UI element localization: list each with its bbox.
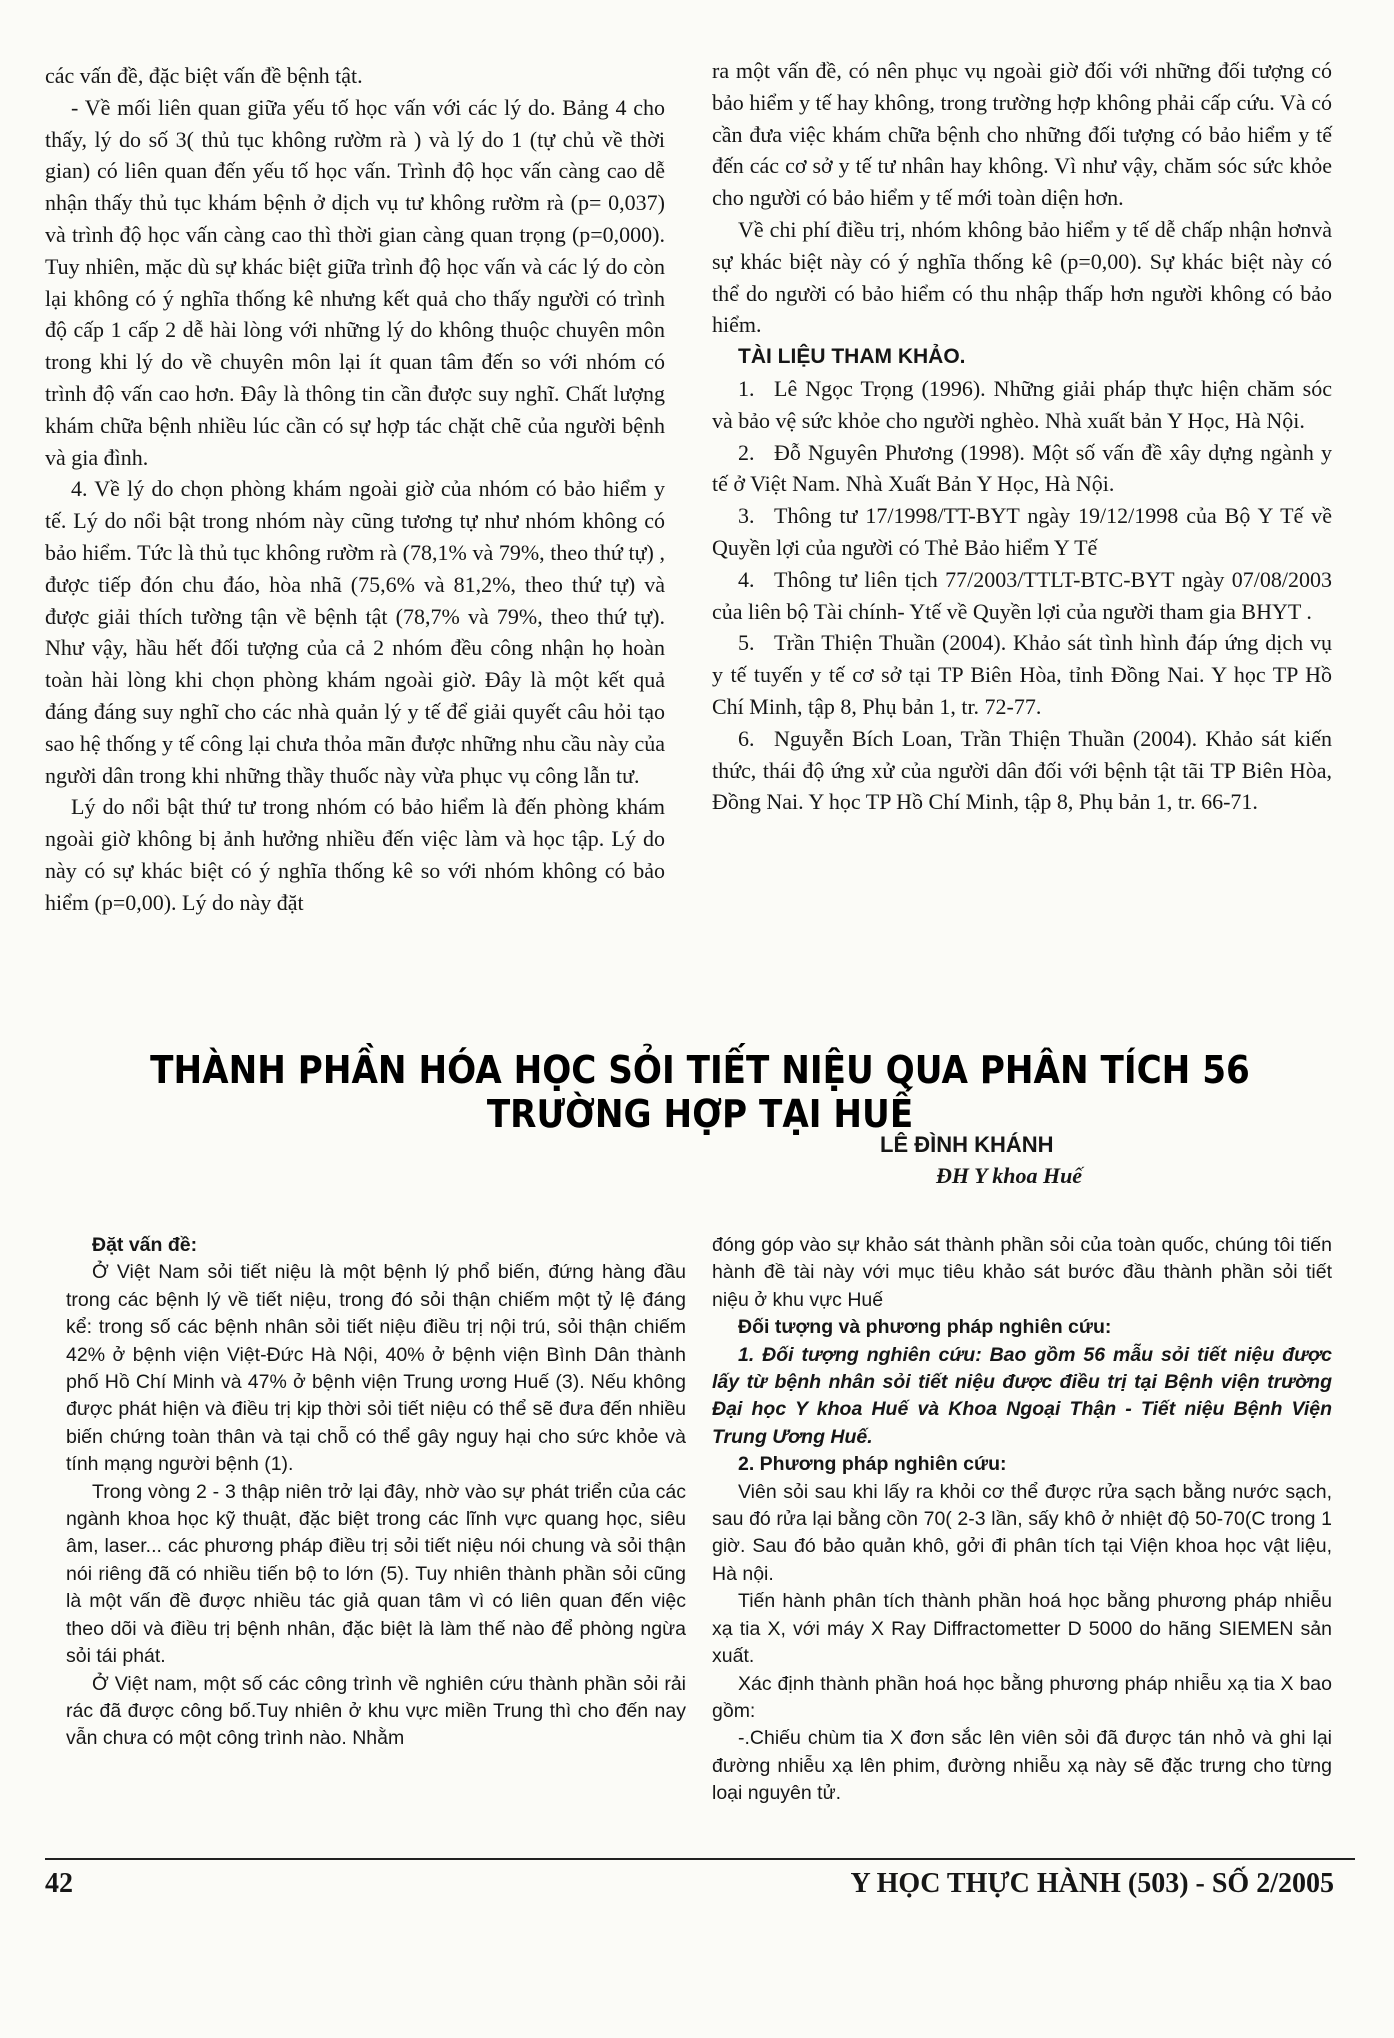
page-number: 42: [45, 1868, 73, 1899]
paragraph: Ở Việt Nam sỏi tiết niệu là một bệnh lý phổ biến, đứng hàng đầu trong các bệnh lý về tiết niệu, trong đó sỏi thận chiếm một tỷ lệ đáng kể: trong số các bệnh nhân sỏi tiết niệu điều trị nội trú, sỏi thận chiếm 42% ở bệnh viện Việt-Đức Hà Nội, 40% ở bệnh viện Bình Dân thành phố Hồ Chí Minh và 47% ở bệnh viện Trung ương Huế (3). Nếu không được phát hiện và điều trị kịp thời sỏi tiết niệu có thể sẽ đưa đến nhiều biến chứng toàn thân và tại chỗ có thể gây nguy hại cho sức khỏe và tính mạng người bệnh (1).: [66, 1261, 686, 1476]
paragraph: Xác định thành phần hoá học bằng phương pháp nhiễu xạ tia X bao gồm:: [712, 1672, 1332, 1722]
reference-item: 5. Trần Thiện Thuần (2004). Khảo sát tình hình đáp ứng dịch vụ y tế tuyến y tế cơ sở tại TP Biên Hòa, tỉnh Đồng Nai. Y học TP Hồ Chí Minh, tập 8, Phụ bản 1, tr. 72-77.: [712, 630, 1332, 719]
paragraph: Tiến hành phân tích thành phần hoá học bằng phương pháp nhiễu xạ tia X, với máy X Ray Diffractometter D 5000 do hãng SIEMEN sản xuất.: [712, 1590, 1332, 1668]
reference-item: 1. Lê Ngọc Trọng (1996). Những giải pháp thực hiện chăm sóc và bảo vệ sức khỏe cho người nghèo. Nhà xuất bản Y Học, Hà Nội.: [712, 375, 1332, 433]
paragraph: 4. Về lý do chọn phòng khám ngoài giờ của nhóm có bảo hiểm y tế. Lý do nổi bật trong nhóm này cũng tương tự như nhóm không có bảo hiểm. Tức là thủ tục không rườm rà (78,1% và 79%, theo thứ tự) , được tiếp đón chu đáo, hòa nhã (75,6% và 81,2%, theo thứ tự) và được giải thích tường tận về bệnh tật (78,7% và 79%, theo thứ tự). Như vậy, hầu hết đối tượng của cả 2 nhóm đều công nhận họ hoàn toàn hài lòng khi chọn phòng khám ngoài giờ. Đây là một kết quả đáng đáng suy nghĩ cho các nhà quản lý y tế để giải quyết câu hỏi tạo sao hệ thống y tế công lại chưa thỏa mãn được những nhu cầu này của người dân trong khi những thầy thuốc này vừa phục vụ công lẫn tư.: [45, 476, 665, 788]
article-left-column: [66, 1232, 686, 1753]
paragraph: các vấn đề, đặc biệt vấn đề bệnh tật.: [45, 63, 363, 88]
paragraph: đóng góp vào sự khảo sát thành phần sỏi của toàn quốc, chúng tôi tiến hành đề tài này với mục tiêu khảo sát bước đầu thành phần sỏi tiết niệu ở khu vực Huế: [712, 1234, 1332, 1311]
paragraph: Trong vòng 2 - 3 thập niên trở lại đây, nhờ vào sự phát triển của các ngành khoa học kỹ thuật, đặc biệt trong các lĩnh vực quang học, siêu âm, laser... các phương pháp điều trị sỏi tiết niệu nói chung và sỏi thận nói riêng đã có nhiều tiến bộ to lớn (5). Tuy nhiên thành phần sỏi cũng là một vấn đề được nhiều tác giả quan tâm vì có liên quan đến việc theo dõi và điều trị bệnh nhân, đặc biệt là làm thế nào để phòng ngừa sỏi tái phát.: [66, 1480, 686, 1668]
section-heading: Đối tượng và phương pháp nghiên cứu:: [738, 1316, 1112, 1339]
previous-article-right-column: [712, 55, 1332, 818]
paragraph: ra một vấn đề, có nên phục vụ ngoài giờ đối với những đối tượng có bảo hiểm y tế hay không, trong trường hợp không phải cấp cứu. Và có cần đưa việc khám chữa bệnh cho những đối tượng có bảo hiểm y tế đến các cơ sở y tế tư nhân hay không. Vì như vậy, chăm sóc sức khỏe cho người có bảo hiểm y tế mới toàn diện hơn.: [712, 58, 1332, 211]
section-heading: Đặt vấn đề:: [92, 1234, 198, 1256]
journal-footer: Y HỌC THỰC HÀNH (503) - SỐ 2/2005: [850, 1868, 1334, 1899]
reference-item: 6. Nguyễn Bích Loan, Trần Thiện Thuần (2004). Khảo sát kiến thức, thái độ ứng xử của người dân đối với bệnh tật tãi TP Biên Hòa, Đồng Nai. Y học TP Hồ Chí Minh, tập 8, Phụ bản 1, tr. 66-71.: [712, 725, 1332, 815]
paragraph: 1. Đối tượng nghiên cứu: Bao gồm 56 mẫu sỏi tiết niệu được lấy từ bệnh nhân sỏi tiết niệu được điều trị tại Bệnh viện trường Đại học Y khoa Huế và Khoa Ngoại Thận - Tiết niệu Bệnh Viện Trung Ương Huế.: [712, 1343, 1332, 1448]
reference-item: 3. Thông tư 17/1998/TT-BYT ngày 19/12/1998 của Bộ Y Tế về Quyền lợi của người có Thẻ Bảo hiểm Y Tế: [712, 503, 1332, 560]
paragraph: Viên sỏi sau khi lấy ra khỏi cơ thể được rửa sạch bằng nước sạch, sau đó rửa lại bằng cồn 70( 2-3 lần, sấy khô ở nhiệt độ 50-70(C trong 1 giờ. Sau đó bảo quản khô, gởi đi phân tích tại Viện khoa học vật liệu, Hà nội.: [712, 1480, 1332, 1585]
footer-divider: [45, 1858, 1355, 1860]
paragraph: - Về mối liên quan giữa yếu tố học vấn với các lý do. Bảng 4 cho thấy, lý do số 3( thủ tục không rườm rà ) và lý do 1 (tự chủ về thời gian) có liên quan đến yếu tố học vấn. Trình độ học vấn càng cao dễ nhận thấy thủ tục khám bệnh ở dịch vụ tư không rườm rà (p= 0,037) và trình độ học vấn càng cao thì thời gian càng quan trọng (p=0,000). Tuy nhiên, mặc dù sự khác biệt giữa trình độ học vấn và các lý do còn lại không có ý nghĩa thống kê nhưng kết quả cho thấy người có trình độ cấp 1 cấp 2 dễ hài lòng với những lý do không thuộc chuyên môn trong khi lý do về chuyên môn lại ít quan tâm đến so với nhóm có trình độ vấn cao hơn. Đây là thông tin cần được suy nghĩ. Chất lượng khám chữa bệnh nhiều lúc cần có sự hợp tác chặt chẽ của người bệnh và gia đình.: [45, 94, 665, 470]
reference-item: 4. Thông tư liên tịch 77/2003/TTLT-BTC-BYT ngày 07/08/2003 của liên bộ Tài chính- Ytế về Quyền lợi của người tham gia BHYT .: [712, 566, 1332, 624]
paragraph: Về chi phí điều trị, nhóm không bảo hiểm y tế dễ chấp nhận hơnvà sự khác biệt này có ý nghĩa thống kê (p=0,00). Sự khác biệt này có thể do người có bảo hiểm có thu nhập thấp hơn người không có bảo hiểm.: [712, 216, 1332, 338]
author-name: LÊ ĐÌNH KHÁNH: [880, 1132, 1054, 1157]
author-affiliation: ĐH Y khoa Huế: [936, 1163, 1083, 1188]
paragraph: -.Chiếu chùm tia X đơn sắc lên viên sỏi đã được tán nhỏ và ghi lại đường nhiễu xạ lên phim, đường nhiễu xạ này sẽ đặc trưng cho từng loại nguyên tử.: [712, 1727, 1332, 1805]
article-right-column: [712, 1232, 1332, 1808]
paragraph: Lý do nổi bật thứ tư trong nhóm có bảo hiểm là đến phòng khám ngoài giờ không bị ảnh hưởng nhiều đến việc làm và học tập. Lý do này có sự khác biệt có ý nghĩa thống kê so với nhóm không có bảo hiểm (p=0,00). Lý do này đặt: [45, 794, 665, 915]
references-heading: TÀI LIỆU THAM KHẢO.: [738, 345, 966, 369]
article-title: THÀNH PHẦN HÓA HỌC SỎI TIẾT NIỆU QUA PHÂN TÍCH 56 TRƯỜNG HỢP TẠI HUẾ: [150, 1048, 1250, 1136]
previous-article-left-column: [45, 60, 665, 919]
section-heading: 2. Phương pháp nghiên cứu:: [738, 1453, 1007, 1476]
paragraph: Ở Việt nam, một số các công trình về nghiên cứu thành phần sỏi rải rác đã được công bố.Tuy nhiên ở khu vực miền Trung thì cho đến nay vẫn chưa có một công trình nào. Nhằm: [66, 1672, 686, 1750]
reference-item: 2. Đỗ Nguyên Phương (1998). Một số vấn đề xây dựng ngành y tế ở Việt Nam. Nhà Xuất Bản Y Học, Hà Nội.: [712, 439, 1332, 497]
